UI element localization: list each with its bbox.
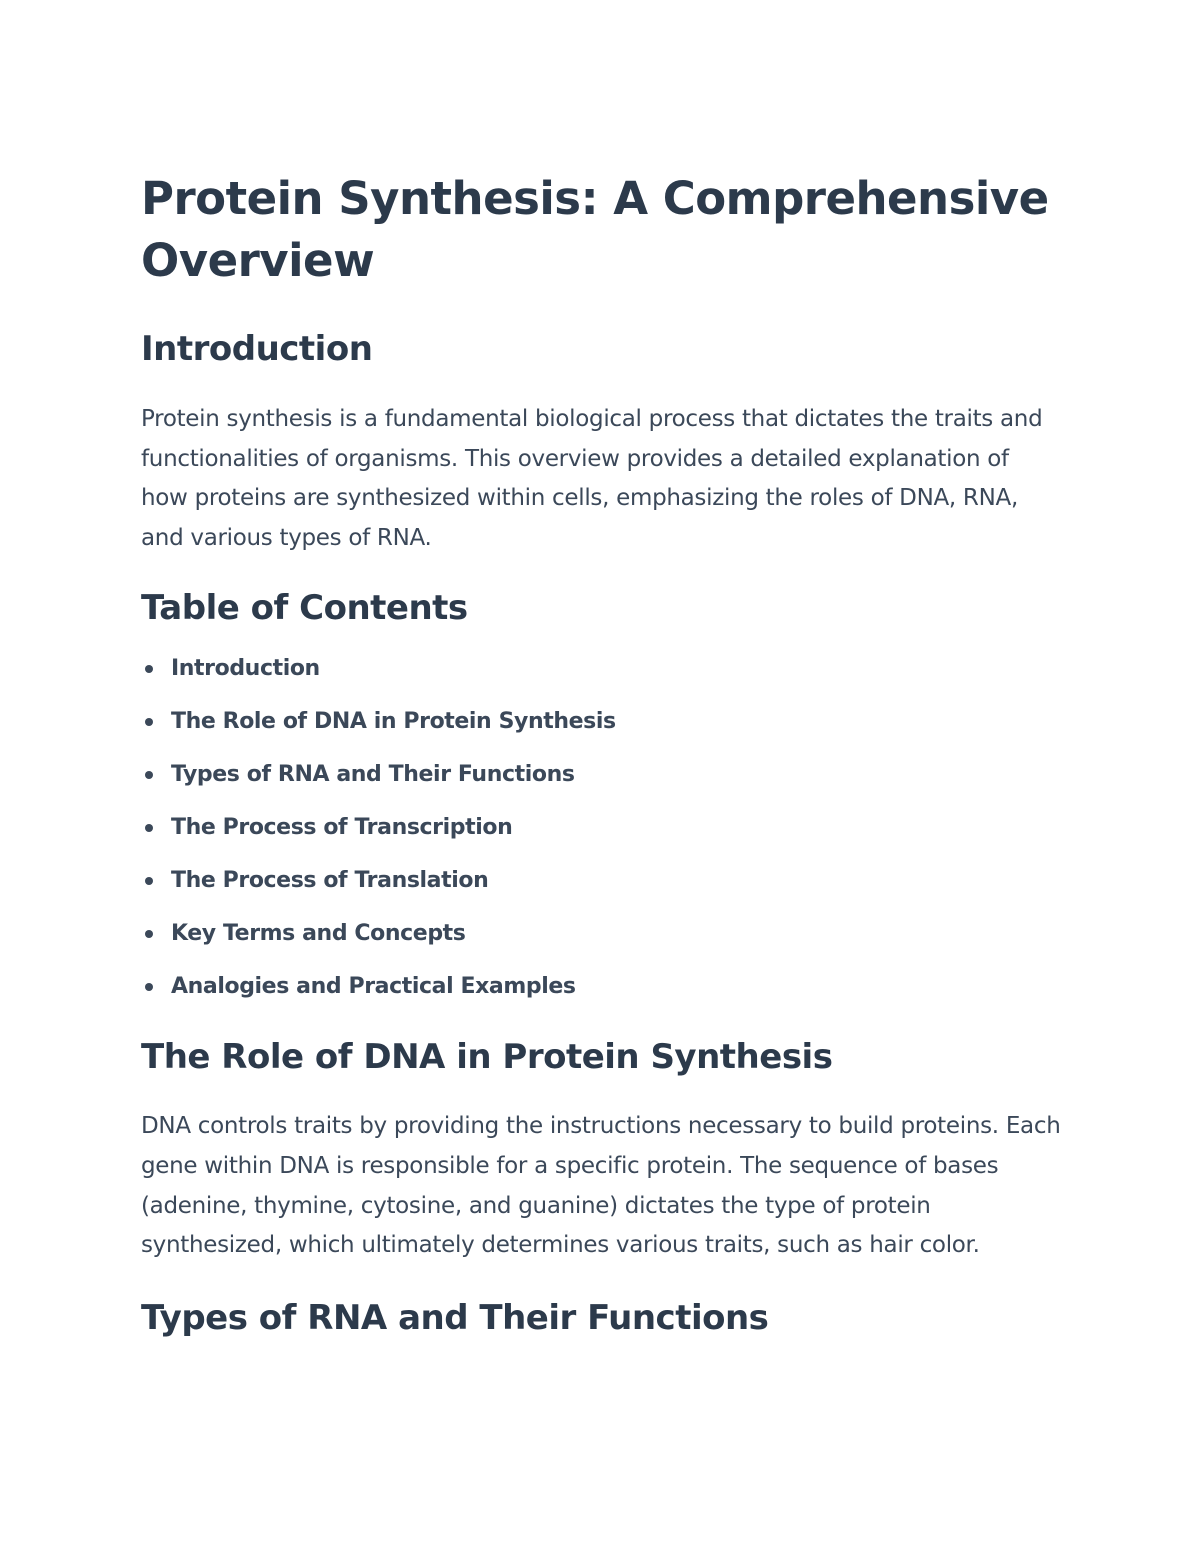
toc-item-label: Introduction xyxy=(171,656,320,682)
section-heading-table-of-contents: Table of Contents xyxy=(141,588,468,629)
toc-item-label: Key Terms and Concepts xyxy=(171,921,466,947)
toc-item[interactable] xyxy=(141,866,1061,896)
bullet-icon xyxy=(145,983,153,991)
toc-item-label: The Role of DNA in Protein Synthesis xyxy=(171,709,616,735)
toc-item-label: The Process of Transcription xyxy=(171,815,513,841)
toc-item[interactable] xyxy=(141,654,1061,684)
toc-item[interactable] xyxy=(141,707,1061,737)
bullet-icon xyxy=(145,877,153,885)
toc-item-label: The Process of Translation xyxy=(171,868,489,894)
toc-item[interactable] xyxy=(141,813,1061,843)
table-of-contents-list xyxy=(141,654,1061,1002)
dna-role-paragraph: DNA controls traits by providing the instructions necessary to build proteins. Each gene within DNA is responsible for a specific protein. The sequence of bases (adenine, thymine, cytosine, and guanine) dictates the type of protein synthesized, which ultimately determines various traits, such as hair color. xyxy=(141,1113,1061,1259)
section-heading-dna-role: The Role of DNA in Protein Synthesis xyxy=(141,1037,833,1078)
toc-item[interactable] xyxy=(141,919,1061,949)
bullet-icon xyxy=(145,930,153,938)
document-page xyxy=(141,168,1061,1340)
toc-item[interactable] xyxy=(141,760,1061,790)
bullet-icon xyxy=(145,824,153,832)
section-heading-rna-types: Types of RNA and Their Functions xyxy=(141,1297,769,1338)
document-title: Protein Synthesis: A Comprehensive Overview xyxy=(141,172,1049,287)
toc-item-label: Types of RNA and Their Functions xyxy=(171,762,575,788)
toc-item-label: Analogies and Practical Examples xyxy=(171,974,576,1000)
bullet-icon xyxy=(145,718,153,726)
section-heading-introduction: Introduction xyxy=(141,329,373,369)
bullet-icon xyxy=(145,665,153,673)
toc-item[interactable] xyxy=(141,972,1061,1002)
bullet-icon xyxy=(145,771,153,779)
introduction-paragraph: Protein synthesis is a fundamental biological process that dictates the traits and functionalities of organisms. This overview provides a detailed explanation of how proteins are synthesized within cells, emphasizing the roles of DNA, RNA, and various types of RNA. xyxy=(141,406,1043,551)
